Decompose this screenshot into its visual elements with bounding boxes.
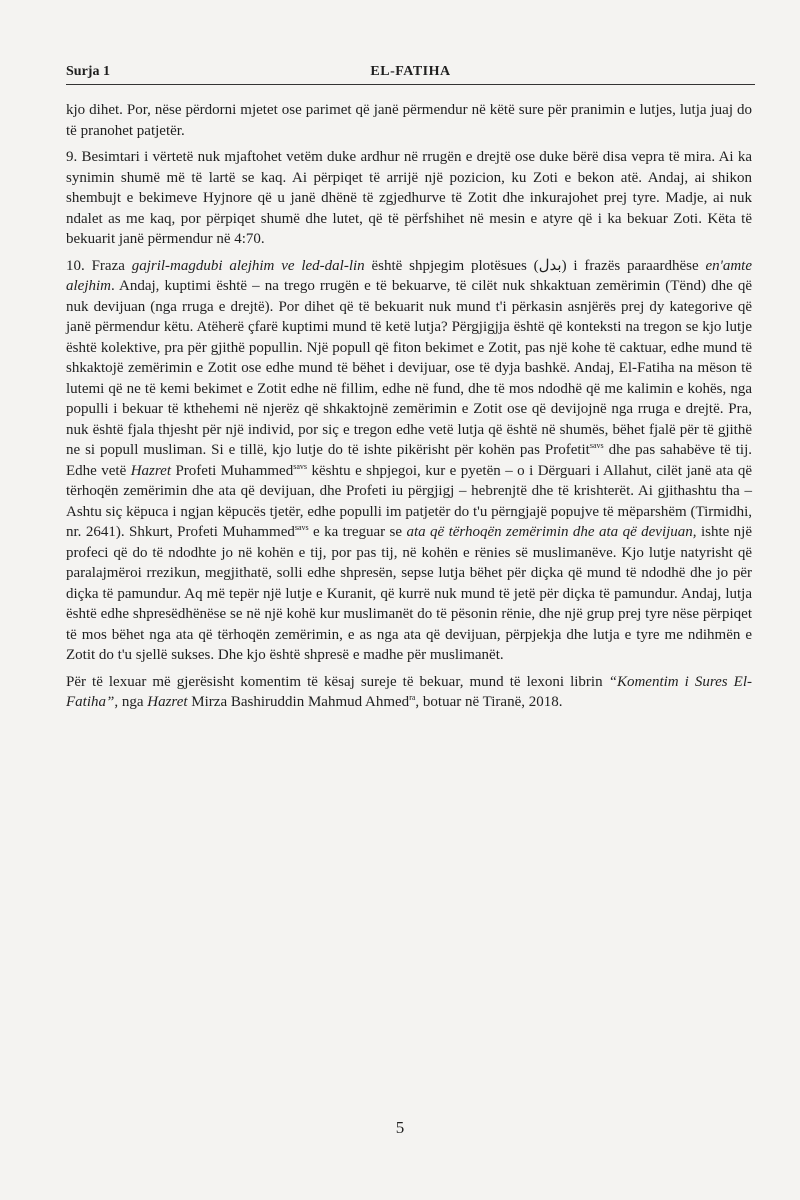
paragraph-note-9: 9. Besimtari i vërtetë nuk mjaftohet vetëm duke ardhur në rrugën e drejtë ose duke bërë disa vepra të mira. Ai ka synimin shumë më të lartë se kaq. Ai përpiqet të arrijë një pozicion, ku Zoti e bekon atë. Andaj, ai shikon shembujt e bekimeve Hyjnore që u janë dhënë të zgjedhurve të Zotit dhe inkurajohet prej tyre. Madje, ai nuk ndalet as me kaq, por përpiqet shumë dhe lutet, që të përfshihet në mesin e atyre që i ka bekuar Zoti. Këta të bekuarit janë përmendur në 4:70. — [66, 149, 752, 247]
phrase-italic: ata që tërhoqën zemërimin dhe ata që devijuan, — [406, 524, 697, 540]
page-number: 5 — [395, 1118, 405, 1137]
title-italic: Hazret — [130, 462, 171, 479]
paragraph-continuation: kjo dihet. Por, nëse përdorni mjetet ose parimet që janë përmendur në këtë sure për pranimin e lutjes, lutja juaj do të pranohet patjetër. — [66, 102, 752, 139]
page-body — [66, 100, 752, 719]
phrase-italic: gajril-magdubi alejhim ve led-dal-lin — [131, 257, 365, 274]
phrase-italic: en'amte alejhim — [66, 257, 752, 294]
honorific-superscript: savs — [589, 441, 604, 450]
honorific-superscript: savs — [294, 523, 309, 532]
paragraph-reference: Për të lexuar më gjerësisht komentim të kësaj sureje të bekuar, mund të lexoni librin “Komentim i Sures El-Fatiha”, nga Hazret Mirza Bashiruddin Mahmud Ahmed$^{ra}$, botuar në Tiranë, 2018. — [66, 673, 752, 710]
paragraph-note-10: 10. Fraza gajril-magdubi alejhim ve led-dal-lin është shpjegim plotësues (بدل) i frazës paraardhëse en'amte alejhim. Andaj, kuptimi është – na trego rrugën e të bekuarve, të cilët nuk shkaktuan zemërimin (Tënd) dhe që nuk devijuan (nga rruga e drejtë). Por dihet që të bekuarit nuk mund t'i përkasin asnjërës prej dy kategorive që janë përmendur këtu. Atëherë çfarë kuptimi mund të ketë lutja? Përgjigjja është që konteksti na tregon se kjo lutje është kolektive, pra për gjithë popullin. Një popull që fiton bekimet e Zotit, pas një kohe të caktuar, edhe mund të shkaktojë zemërimin e Zotit ose edhe mund të bëhet i devijuar, ose të dyja bashkë. Andaj, El-Fatiha na mëson të lutemi që ne të kemi bekimet e Zotit edhe në fillim, edhe në fund, dhe të mos ndodhë që me kalimin e kohës, nga populli i bekuar të kthehemi në njerëz që shkaktojnë zemërimin e Zotit ose që devijojnë nga rruga e drejtë. Pra, nuk është fjala thjesht për një individ, por siç e tregon edhe vetë lutja që është në shumës, bëhet fjalë për të gjithë ne si popull musliman. Si e tillë, kjo lutje do të ishte pikërisht për kohën pas Profetit$^{savs}$ dhe pas sahabëve të tij. Edhe vetë Hazret Profeti Muhammed$^{savs}$ kështu e shpjegoi, kur e pyetën – o i Dërguari i Allahut, cilët janë ata që tërhoqën zemërimin dhe ata që devijuan, dhe Profeti iu përgjigj – hebrenjtë dhe të krishterët. Ai gjithashtu tha – Ashtu siç këpuca i ngjan këpucës tjetër, edhe populli im patjetër do t'u përngjajë popujve të mëparshëm (Tirmidhi, nr. 2641). Shkurt, Profeti Muhammed$^{savs}$ e ka treguar se ata që tërhoqën zemërimin dhe ata që devijuan, ishte një profeci që do të ndodhte jo në kohën e tij, por pas tij, në kohën e rënies së muslimanëve. Kjo lutje natyrisht që paralajmëroi rrezikun, megjithatë, solli edhe shpresën, sepse lutja bëhet për diçka që mund të ndodhë dhe jo për diçka të pamundur. Aq më tepër një lutje e Kuranit, që kurrë nuk mund të jetë për diçka të pamundur. Andaj, lutja është edhe shpresëdhënëse se në një kohë kur muslimanët do të pësonin rënie, dhe një grup prej tyre nëse përpiqet të mos bëhet nga ata që tërhoqën zemërimin, e as nga ata që devijuan, përpjekja dhe lutja e tyre me ndihmën e Zotit do t'u sjellë sukses. Dhe kjo është shpresë e madhe për muslimanët. — [66, 257, 753, 663]
title-italic: Hazret — [147, 694, 188, 710]
surah-title: EL-FATIHA — [370, 64, 451, 79]
honorific-superscript: ra — [409, 693, 416, 702]
chapter-label: Surja 1 — [66, 64, 110, 79]
book-title-italic: “Komentim i Sures El-Fatiha” — [66, 673, 752, 710]
running-header — [66, 64, 755, 85]
honorific-superscript: savs — [293, 461, 307, 471]
